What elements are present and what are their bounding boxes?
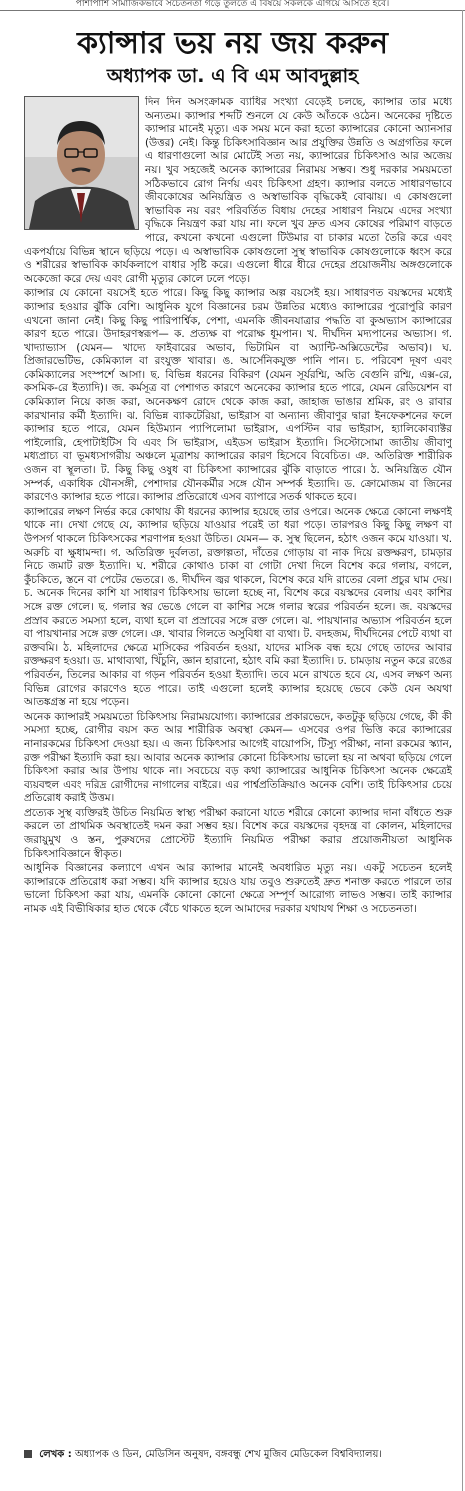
article-body (24, 96, 452, 1441)
article-author: অধ্যাপক ডা. এ বি এম আবদুল্লাহ (106, 65, 359, 87)
paragraph-causes: ক্যান্সার যে কোনো বয়সেই হতে পারে। কিছু কিছু ক্যান্সার অল্প বয়সেই হয়। সাধারণত বয়স্কদের মধ্যেই ক্যান্সার হওয়ার ঝুঁকি বেশি। আধুনিক যুগে বিজ্ঞানের চরম উন্নতির মধ্যেও ক্যান্সারের পুরোপুরি কারণ এখনো জানা নেই। কিছু কিছু পারিপার্শ্বিক, পেশা, এমনকি জীবনযাত্রার পদ্ধতি বা কুঅভ্যাস ক্যান্সারের কারণ হতে পারে। উদাহরণস্বরূপ— ক. প্রত্যক্ষ বা পরোক্ষ ধূমপান। খ. দীর্ঘদিন মদ্যপানের অভ্যাস। গ. খাদ্যাভ্যাস (যেমন— খাদ্যে ফাইবারের অভাব, ভিটামিন বা অ্যান্টি-অক্সিডেন্টের অভাব)। ঘ. প্রিজারভেটিভ, কেমিক্যাল বা রংযুক্ত খাবার। ঙ. আর্সেনিকযুক্ত পানি পান। চ. পরিবেশ দূষণ এবং কেমিক্যালের সংস্পর্শে আসা। ছ. বিভিন্ন ধরনের বিকিরণ (যেমন সূর্যরশ্মি, অতি বেগুনি রশ্মি, এক্স-রে, কসমিক-রে ইত্যাদি)। জ. কর্মসূত্র বা পেশাগত কারণে অনেকের ক্যান্সার হতে পারে, যেমন রেডিয়েশন বা কেমিক্যাল নিয়ে কাজ করা, অনেকক্ষণ রোদে থেকে কাজ করা, জাহাজ ভাঙার শ্রমিক, রং ও রাবার কারখানার কর্মী ইত্যাদি। ঝ. বিভিন্ন ব্যাকটেরিয়া, ভাইরাস বা অন্যান্য জীবাণুর দ্বারা ইনফেকশনের ফলে ক্যান্সার হতে পারে, যেমন হিউম্যান প্যাপিলোমা ভাইরাস, এপস্টিন বার ভাইরাস, হ্যালিকোব্যাক্টর পাইলোরি, হেপাটাইটিস বি এবং সি ভাইরাস, এইডস ভাইরাস ইত্যাদি। সিস্টোসোমা জাতীয় জীবাণু মধ্যপ্রাচ্য বা ভূমধ্যসাগরীয় অঞ্চলে মূত্রাশয় ক্যান্সারের কারণ হিসেবে বিবেচিত। ঞ. অতিরিক্ত শারীরিক ওজন বা স্থূলতা। ট. কিছু কিছু ওষুধ বা চিকিৎসা ক্যান্সারের ঝুঁকি বাড়াতে পারে। ঠ. অনিয়ন্ত্রিত যৌন সম্পর্ক, একাধিক যৌনসঙ্গী, পেশাদার যৌনকর্মীর সঙ্গে যৌন সম্পর্ক ইত্যাদি। ড. ক্রোমোজম বা জিনের কারণেও ক্যান্সার হতে পারে। ক্যান্সার প্রতিরোধে এসব ব্যাপারে সতর্ক থাকতে হবে। (24, 287, 452, 504)
author-credit (24, 1448, 452, 1461)
paragraph-treatment: অনেক ক্যান্সারই সময়মতো চিকিৎসায় নিরাময়যোগ্য। ক্যান্সারের প্রকারভেদে, কতটুকু ছড়িয়ে গেছে, কী কী সমস্যা হচ্ছে, রোগীর বয়স কত আর শারীরিক অবস্থা কেমন— এসবের ওপর ভিত্তি করে ক্যান্সারের নানারকমের চিকিৎসা দেওয়া হয়। এ জন্য চিকিৎসার আগেই বায়োপসি, টিস্যু পরীক্ষা, নানা রকমের স্ক্যান, রক্ত পরীক্ষা ইত্যাদি করা হয়। আবার অনেক ক্যান্সার কোনো চিকিৎসায় ভালো হয় না অথবা ছড়িয়ে গেলে চিকিৎসা করার আর উপায় থাকে না। সবচেয়ে বড় কথা ক্যান্সারের আধুনিক চিকিৎসা অনেক ক্ষেত্রেই ব্যয়বহুল এবং দরিদ্র রোগীদের নাগালের বাইরে। এর পার্শ্বপ্রতিক্রিয়াও অনেক বেশি। তাই চিকিৎসার চেয়ে প্রতিরোধ করাই উত্তম। (24, 710, 452, 805)
paragraph-symptoms: ক্যান্সারের লক্ষণ নির্ভর করে কোথায় কী ধরনের ক্যান্সার হয়েছে তার ওপরে। অনেক ক্ষেত্রে কোনো লক্ষণই থাকে না। দেখা গেছে যে, ক্যান্সার ছড়িয়ে যাওয়ার পরেই তা ধরা পড়ে। তারপরও কিছু কিছু লক্ষণ বা উপসর্গ থাকলে চিকিৎসকের শরণাপন্ন হওয়া উচিত। যেমন— ক. সুস্থ ছিলেন, হঠাৎ ওজন কমে যাওয়া। খ. অরুচি বা ক্ষুধামন্দা। গ. অতিরিক্ত দুর্বলতা, রক্তাল্পতা, দাঁতের গোড়ায় বা নাক দিয়ে রক্তক্ষরণ, চামড়ার নিচে জমাট রক্ত ইত্যাদি। ঘ. শরীরে কোথাও চাকা বা গোটা দেখা দিলে বিশেষ করে গলায়, বগলে, কুঁচকিতে, স্তনে বা পেটের ভেতরে। ঙ. দীর্ঘদিন জ্বর থাকলে, বিশেষ করে যদি রাতের বেলা প্রচুর ঘাম দেয়। চ. অনেক দিনের কাশি যা সাধারণ চিকিৎসায় ভালো হচ্ছে না, বিশেষ করে বয়স্কদের বেলায় এবং কাশির সঙ্গে রক্ত গেলে। ছ. গলার স্বর ভেঙে গেলে বা কাশির সঙ্গে গলার স্বরের পরিবর্তন হলে। জ. বয়স্কদের প্রস্রাব করতে সমস্যা হলে, ব্যথা হলে বা প্রস্রাবের সঙ্গে রক্ত গেলে। ঝ. পায়খানার অভ্যাস পরিবর্তন হলে বা পায়খানার সঙ্গে রক্ত গেলে। ঞ. খাবার গিলতে অসুবিধা বা ব্যথা। ট. বদহজম, দীর্ঘদিনের পেটে ব্যথা বা রক্তবমি। ঠ. মহিলাদের ক্ষেত্রে মাসিকের পরিবর্তন হওয়া, যাদের মাসিক বন্ধ হয়ে গেছে তাদের আবার রক্তক্ষরণ হওয়া। ড. মাথাব্যথা, খিঁচুনি, জ্ঞান হারানো, হঠাৎ বমি করা ইত্যাদি। ঢ. চামড়ায় নতুন করে রঙের পরিবর্তন, তিলের আকার বা গড়ন পরিবর্তন হওয়া ইত্যাদি। তবে মনে রাখতে হবে যে, এসব লক্ষণ অন্য বিভিন্ন রোগের কারণেও হতে পারে। তাই এগুলো হলেই ক্যান্সার হয়েছে ভেবে কেউ যেন অযথা আতঙ্কগ্রস্ত না হয়ে পড়েন। (24, 505, 452, 709)
top-divider (0, 10, 465, 11)
paragraph-intro: দিন দিন অসংক্রামক ব্যাধির সংখ্যা বেড়েই চলছে, ক্যান্সার তার মধ্যে অন্যতম। ক্যান্সার শব্দটি শুনলে যে কেউ আঁতকে ওঠেন। অনেকের দৃষ্টিতে ক্যান্সার মানেই মৃত্যু। এক সময় মনে করা হতো ক্যান্সারের কোনো অ্যানসার (উত্তর) নেই। কিন্তু চিকিৎসাবিজ্ঞান আর প্রযুক্তির উন্নতি ও অগ্রগতির ফলে এ ধারণাগুলো আর মোটেই সত্য নয়, ক্যান্সারের চিকিৎসাও আর অজেয় নয়। খুব সহজেই অনেক ক্যান্সারের নিরাময় সম্ভব। শুধু দরকার সময়মতো সঠিকভাবে রোগ নির্ণয় এবং চিকিৎসা গ্রহণ। ক্যান্সার বলতে সাধারণভাবে জীবকোষের অনিয়ন্ত্রিত ও অস্বাভাবিক বৃদ্ধিকেই বোঝায়। এ কোষগুলো স্বাভাবিক নয় বরং পরিবর্তিত বিধায় দেহের সাধারণ নিয়মে এদের সংখ্যা বৃদ্ধিকে নিয়ন্ত্রণ করা যায় না। ফলে খুব দ্রুত এসব কোষের পরিমাণ বাড়তে পারে, কখনো কখনো এগুলো টিউমার বা চাকার মতো তৈরি করে এবং একপর্যায়ে বিভিন্ন স্থানে ছড়িয়ে পড়ে। এ অস্বাভাবিক কোষগুলো সুস্থ স্বাভাবিক কোষগুলোকে ধ্বংস করে ও শরীরের স্বাভাবিক কার্যকলাপে বাধার সৃষ্টি করে। এগুলো ধীরে ধীরে দেহের প্রয়োজনীয় অঙ্গগুলোকে অকেজো করে দেয় এবং রোগী মৃত্যুর কোলে ঢলে পড়ে। (24, 96, 452, 285)
photo-spacer (24, 96, 145, 232)
paragraph-screening: প্রত্যেক সুস্থ ব্যক্তিরই উচিত নিয়মিত স্বাস্থ্য পরীক্ষা করানো যাতে শরীরে কোনো ক্যান্সার দানা বাঁধতে শুরু করলে তা প্রাথমিক অবস্থাতেই দমন করা সম্ভব হয়। বিশেষ করে বয়স্কদের বৃহদন্ত্র বা কোলন, মহিলাদের জরায়ুমুখ ও স্তন, পুরুষদের প্রোস্টেট ইত্যাদি নিয়মিত পরীক্ষা করার প্রয়োজনীয়তা আধুনিক চিকিৎসাবিজ্ঞানে স্বীকৃত। (24, 806, 452, 860)
article-title: ক্যান্সার ভয় নয় জয় করুন (77, 26, 388, 61)
square-bullet-icon (24, 1450, 32, 1458)
right-column-rule (462, 10, 463, 1491)
author-credit-label: লেখক : (39, 1449, 72, 1460)
author-credit-text: অধ্যাপক ও ডিন, মেডিসিন অনুষদ, বঙ্গবন্ধু শেখ মুজিব মেডিকেল বিশ্ববিদ্যালয়। (74, 1449, 382, 1460)
paragraph-conclusion: আধুনিক বিজ্ঞানের কল্যাণে এখন আর ক্যান্সার মানেই অবধারিত মৃত্যু নয়। একটু সচেতন হলেই ক্যান্সারকে প্রতিরোধ করা সম্ভব। যদি ক্যান্সার হয়েও যায় তবুও শুরুতেই দ্রুত শনাক্ত করতে পারলে তার ভালো চিকিৎসা করা যায়, এমনকি কোনো কোনো ক্ষেত্রে সম্পূর্ণ আরোগ্য লাভও সম্ভব। তাই ক্যান্সার নামক এই বিভীষিকার হাত থেকে বেঁচে থাকতে হলে আমাদের দরকার যথাযথ শিক্ষা ও সচেতনতা। (24, 862, 452, 916)
previous-article-tail: পাশাপাশি সামাজিকভাবে সচেতনতা গড়ে তুলতে এ বিষয়ে সকলকে এগিয়ে আসতে হবে। (75, 0, 390, 9)
